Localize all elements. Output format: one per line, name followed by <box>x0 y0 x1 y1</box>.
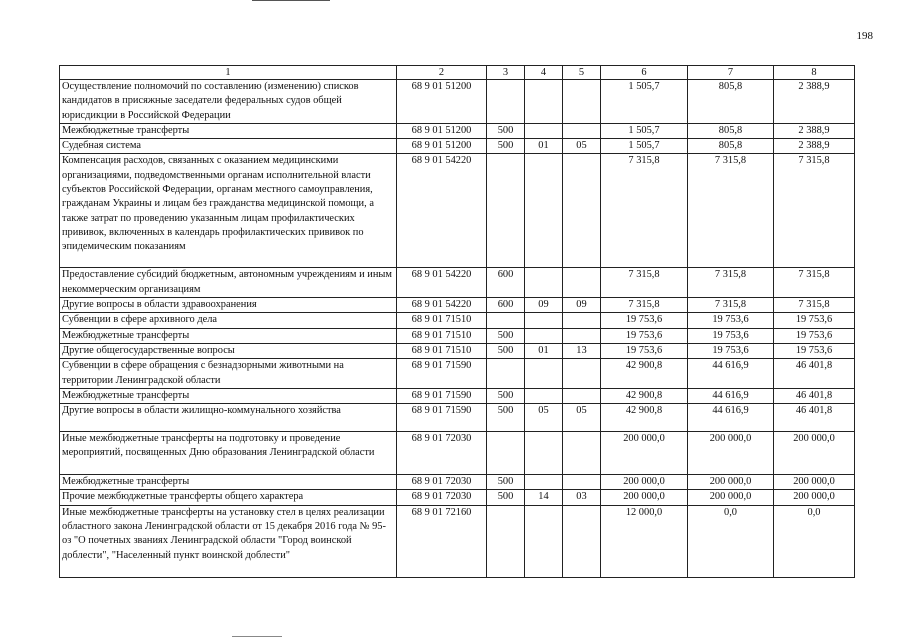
table-row <box>60 359 855 389</box>
amount-year-1-cell: 200 000,0 <box>601 432 688 475</box>
amount-year-3-cell: 46 401,8 <box>774 388 855 403</box>
amount-year-3-cell: 200 000,0 <box>774 490 855 505</box>
amount-year-3-cell: 2 388,9 <box>774 139 855 154</box>
table-row <box>60 505 855 577</box>
amount-year-1-cell: 19 753,6 <box>601 328 688 343</box>
amount-year-3-cell: 7 315,8 <box>774 268 855 298</box>
row-name-cell: Прочие межбюджетные трансферты общего характера <box>60 490 397 505</box>
subsection-code-cell <box>563 154 601 268</box>
subsection-code-cell <box>563 80 601 124</box>
expense-type-cell: 500 <box>487 388 525 403</box>
amount-year-3-cell: 2 388,9 <box>774 80 855 124</box>
target-code-cell: 68 9 01 51200 <box>397 139 487 154</box>
amount-year-1-cell: 12 000,0 <box>601 505 688 577</box>
amount-year-2-cell: 44 616,9 <box>688 359 774 389</box>
subsection-code-cell <box>563 328 601 343</box>
row-name-cell: Судебная система <box>60 139 397 154</box>
budget-table <box>59 65 855 578</box>
amount-year-2-cell: 19 753,6 <box>688 328 774 343</box>
subsection-code-cell: 09 <box>563 298 601 313</box>
subsection-code-cell <box>563 475 601 490</box>
expense-type-cell <box>487 80 525 124</box>
header-cell: 8 <box>774 66 855 80</box>
amount-year-1-cell: 42 900,8 <box>601 359 688 389</box>
expense-type-cell <box>487 154 525 268</box>
row-name-cell: Иные межбюджетные трансферты на установку стел в целях реализации областного закона Ленинградской области от 15 декабря 2016 года № 95-оз "О почетных званиях Ленинградской области "Город воинской доблести", "Населенный пункт воинской доблести" <box>60 505 397 577</box>
expense-type-cell: 500 <box>487 490 525 505</box>
table-row <box>60 139 855 154</box>
amount-year-2-cell: 7 315,8 <box>688 298 774 313</box>
amount-year-3-cell: 2 388,9 <box>774 123 855 138</box>
subsection-code-cell <box>563 123 601 138</box>
target-code-cell: 68 9 01 72030 <box>397 475 487 490</box>
row-name-cell: Другие вопросы в области здравоохранения <box>60 298 397 313</box>
subsection-code-cell: 13 <box>563 343 601 358</box>
expense-type-cell: 500 <box>487 123 525 138</box>
section-code-cell: 14 <box>525 490 563 505</box>
expense-type-cell <box>487 313 525 328</box>
subsection-code-cell <box>563 388 601 403</box>
expense-type-cell: 500 <box>487 475 525 490</box>
target-code-cell: 68 9 01 71590 <box>397 404 487 432</box>
section-code-cell <box>525 123 563 138</box>
amount-year-1-cell: 42 900,8 <box>601 388 688 403</box>
expense-type-cell: 500 <box>487 404 525 432</box>
amount-year-1-cell: 200 000,0 <box>601 475 688 490</box>
amount-year-1-cell: 19 753,6 <box>601 313 688 328</box>
subsection-code-cell: 03 <box>563 490 601 505</box>
table-row <box>60 298 855 313</box>
amount-year-1-cell: 1 505,7 <box>601 123 688 138</box>
section-code-cell <box>525 154 563 268</box>
section-code-cell <box>525 388 563 403</box>
amount-year-1-cell: 42 900,8 <box>601 404 688 432</box>
amount-year-2-cell: 7 315,8 <box>688 268 774 298</box>
amount-year-2-cell: 805,8 <box>688 123 774 138</box>
subsection-code-cell <box>563 505 601 577</box>
amount-year-3-cell: 7 315,8 <box>774 154 855 268</box>
target-code-cell: 68 9 01 71590 <box>397 359 487 389</box>
row-name-cell: Субвенции в сфере обращения с безнадзорными животными на территории Ленинградской области <box>60 359 397 389</box>
target-code-cell: 68 9 01 51200 <box>397 123 487 138</box>
target-code-cell: 68 9 01 51200 <box>397 80 487 124</box>
expense-type-cell <box>487 505 525 577</box>
row-name-cell: Другие общегосударственные вопросы <box>60 343 397 358</box>
row-name-cell: Межбюджетные трансферты <box>60 328 397 343</box>
header-cell: 5 <box>563 66 601 80</box>
expense-type-cell <box>487 432 525 475</box>
section-code-cell: 09 <box>525 298 563 313</box>
target-code-cell: 68 9 01 54220 <box>397 268 487 298</box>
header-cell: 3 <box>487 66 525 80</box>
amount-year-3-cell: 19 753,6 <box>774 313 855 328</box>
table-row <box>60 432 855 475</box>
section-code-cell <box>525 268 563 298</box>
subsection-code-cell <box>563 268 601 298</box>
section-code-cell <box>525 432 563 475</box>
target-code-cell: 68 9 01 72160 <box>397 505 487 577</box>
top-scan-line <box>252 0 330 1</box>
amount-year-2-cell: 200 000,0 <box>688 490 774 505</box>
section-code-cell: 01 <box>525 139 563 154</box>
row-name-cell: Субвенции в сфере архивного дела <box>60 313 397 328</box>
amount-year-1-cell: 7 315,8 <box>601 154 688 268</box>
amount-year-2-cell: 19 753,6 <box>688 313 774 328</box>
table-row <box>60 154 855 268</box>
row-name-cell: Осуществление полномочий по составлению (изменению) списков кандидатов в присяжные заседатели федеральных судов общей юрисдикции в Российской Федерации <box>60 80 397 124</box>
row-name-cell: Межбюджетные трансферты <box>60 388 397 403</box>
expense-type-cell: 500 <box>487 343 525 358</box>
expense-type-cell: 500 <box>487 139 525 154</box>
target-code-cell: 68 9 01 71510 <box>397 328 487 343</box>
amount-year-2-cell: 200 000,0 <box>688 432 774 475</box>
section-code-cell <box>525 505 563 577</box>
section-code-cell <box>525 359 563 389</box>
header-cell: 7 <box>688 66 774 80</box>
amount-year-3-cell: 200 000,0 <box>774 432 855 475</box>
table-row <box>60 328 855 343</box>
header-cell: 6 <box>601 66 688 80</box>
amount-year-3-cell: 19 753,6 <box>774 328 855 343</box>
subsection-code-cell <box>563 313 601 328</box>
page-number: 198 <box>856 30 873 42</box>
amount-year-1-cell: 7 315,8 <box>601 298 688 313</box>
bottom-scan-line <box>232 636 282 637</box>
table-row <box>60 343 855 358</box>
section-code-cell <box>525 80 563 124</box>
amount-year-3-cell: 7 315,8 <box>774 298 855 313</box>
amount-year-2-cell: 44 616,9 <box>688 388 774 403</box>
header-cell: 4 <box>525 66 563 80</box>
amount-year-3-cell: 46 401,8 <box>774 404 855 432</box>
amount-year-1-cell: 19 753,6 <box>601 343 688 358</box>
amount-year-1-cell: 200 000,0 <box>601 490 688 505</box>
row-name-cell: Межбюджетные трансферты <box>60 123 397 138</box>
target-code-cell: 68 9 01 71510 <box>397 343 487 358</box>
table-row <box>60 80 855 124</box>
table-row <box>60 490 855 505</box>
header-cell: 1 <box>60 66 397 80</box>
table-row <box>60 123 855 138</box>
amount-year-2-cell: 805,8 <box>688 80 774 124</box>
target-code-cell: 68 9 01 72030 <box>397 432 487 475</box>
expense-type-cell <box>487 359 525 389</box>
subsection-code-cell: 05 <box>563 404 601 432</box>
row-name-cell: Иные межбюджетные трансферты на подготовку и проведение мероприятий, посвященных Дню образования Ленинградской области <box>60 432 397 475</box>
table-row <box>60 268 855 298</box>
amount-year-1-cell: 7 315,8 <box>601 268 688 298</box>
amount-year-3-cell: 200 000,0 <box>774 475 855 490</box>
amount-year-1-cell: 1 505,7 <box>601 139 688 154</box>
section-code-cell <box>525 328 563 343</box>
amount-year-3-cell: 19 753,6 <box>774 343 855 358</box>
amount-year-2-cell: 200 000,0 <box>688 475 774 490</box>
subsection-code-cell <box>563 359 601 389</box>
header-cell: 2 <box>397 66 487 80</box>
target-code-cell: 68 9 01 54220 <box>397 154 487 268</box>
row-name-cell: Предоставление субсидий бюджетным, автономным учреждениям и иным некоммерческим организациям <box>60 268 397 298</box>
expense-type-cell: 600 <box>487 298 525 313</box>
section-code-cell: 05 <box>525 404 563 432</box>
expense-type-cell: 500 <box>487 328 525 343</box>
amount-year-3-cell: 0,0 <box>774 505 855 577</box>
amount-year-2-cell: 805,8 <box>688 139 774 154</box>
expense-type-cell: 600 <box>487 268 525 298</box>
section-code-cell: 01 <box>525 343 563 358</box>
section-code-cell <box>525 475 563 490</box>
table-row <box>60 475 855 490</box>
target-code-cell: 68 9 01 71510 <box>397 313 487 328</box>
section-code-cell <box>525 313 563 328</box>
table-row <box>60 404 855 432</box>
table-row <box>60 313 855 328</box>
row-name-cell: Межбюджетные трансферты <box>60 475 397 490</box>
amount-year-2-cell: 0,0 <box>688 505 774 577</box>
amount-year-1-cell: 1 505,7 <box>601 80 688 124</box>
amount-year-2-cell: 7 315,8 <box>688 154 774 268</box>
row-name-cell: Другие вопросы в области жилищно-коммунального хозяйства <box>60 404 397 432</box>
header-row <box>60 66 855 80</box>
target-code-cell: 68 9 01 71590 <box>397 388 487 403</box>
table-row <box>60 388 855 403</box>
amount-year-3-cell: 46 401,8 <box>774 359 855 389</box>
amount-year-2-cell: 19 753,6 <box>688 343 774 358</box>
target-code-cell: 68 9 01 54220 <box>397 298 487 313</box>
amount-year-2-cell: 44 616,9 <box>688 404 774 432</box>
row-name-cell: Компенсация расходов, связанных с оказанием медицинскими организациями, подведомственными органам исполнительной власти субъектов Российской Федерации, органам местного самоуправления, гражданам Украины и лицам без гражданства медицинской помощи, а также затрат по проведению указанным лицам профилактических прививок, включенных в календарь профилактических прививок по эпидемическим показаниям <box>60 154 397 268</box>
subsection-code-cell: 05 <box>563 139 601 154</box>
subsection-code-cell <box>563 432 601 475</box>
target-code-cell: 68 9 01 72030 <box>397 490 487 505</box>
